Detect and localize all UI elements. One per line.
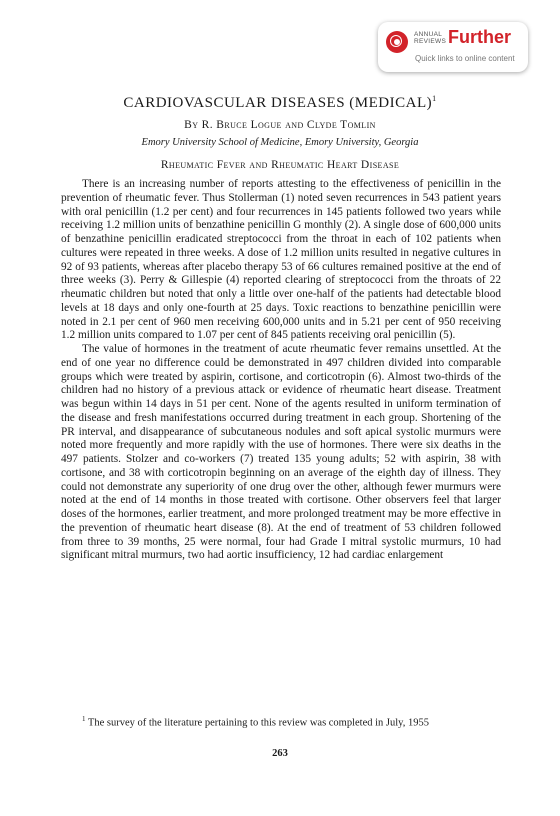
author-affiliation: Emory University School of Medicine, Emory University, Georgia xyxy=(141,137,419,148)
author-byline: By R. Bruce Logue and Clyde Tomlin xyxy=(184,119,376,131)
footnote-text: The survey of the literature pertaining to this review was completed in July, 1955 xyxy=(85,717,429,729)
article-body xyxy=(61,178,501,563)
annual-reviews-logo-icon xyxy=(386,31,408,53)
body-paragraph: The value of hormones in the treatment of acute rheumatic fever remains unsettled. At the end of one year no difference could be demonstrated in 497 children divided into comparable groups which were treated by aspirin, cortisone, and corticotropin (6). Almost two-thirds of the children had no history of a previous attack or evidence of rheumatic heart disease. Treatment was begun within 14 days in 51 per cent. None of the agents resulted in uniform termination of the disease and fresh manifestations occurred during treatment in each group. Shortening of the PR interval, and disappearance of subcutaneous nodules and soft apical systolic murmurs were noted more frequently and more rapidly with the use of hormones. There were six deaths in the 497 patients. Stolzer and co-workers (7) treated 135 young adults; 52 with aspirin, 38 with cortisone, and 38 with corticotropin beginning on an average of the eighth day of illness. They could not demonstrate any superiority of one drug over the other, although fewer murmurs were noted at the end of 14 months in those treated with cortisone. Other observers feel that larger doses of the hormones, earlier treatment, and more prolonged treatment may be more effective in the prevention of rheumatic heart disease (8). At the end of treatment of 53 children followed from three to 39 months, 25 were normal, four had Grade I mitral systolic murmurs, 10 had significant mitral murmurs, two had aortic insufficiency, 12 had cardiac enlargement xyxy=(61,343,501,562)
further-links-badge[interactable] xyxy=(378,22,528,72)
title-footnote-marker: 1 xyxy=(432,94,437,103)
badge-series-label: ANNUAL REVIEWS xyxy=(414,31,447,45)
badge-further-label: Further xyxy=(448,27,511,47)
badge-subtitle: Quick links to online content xyxy=(415,54,515,63)
footnote xyxy=(61,713,501,730)
section-heading: Rheumatic Fever and Rheumatic Heart Disease xyxy=(160,159,400,171)
article-title-text: CARDIOVASCULAR DISEASES (MEDICAL) xyxy=(123,95,433,111)
article-title xyxy=(0,94,560,112)
body-paragraph: There is an increasing number of reports attesting to the effectiveness of penicillin in the prevention of rheumatic fever. Thus Stollerman (1) noted seven recurrences in 543 patient years with oral penicillin (1.2 per cent) and four recurrences in 145 patients followed two years while receiving 1.2 million units of benzathine penicillin G monthly (2). A single dose of 600,000 units of benzathine penicillin eradicated streptococci from the throat in each of 102 patients when cultures were repeated in three weeks. A dose of 1.2 million units resulted in negative cultures in 92 of 93 patients, whereas after placebo therapy 53 of 66 cultures remained positive at the end of three weeks (3). Perry & Gillespie (4) reported clearing of streptococci from the throats of 22 rheumatic children but noted that only a little over one-half of the patients had detectable blood levels at 18 days and only one-fourth at 25 days. Toxic reactions to benzathine penicillin were noted in 2.1 per cent of 960 men receiving 600,000 units and in 5.21 per cent of 950 receiving 1.2 million units compared to 1.07 per cent of 845 patients receiving oral penicillin (5). xyxy=(61,178,501,342)
page-number: 263 xyxy=(272,748,288,759)
footnote-marker: 1 xyxy=(82,715,86,723)
